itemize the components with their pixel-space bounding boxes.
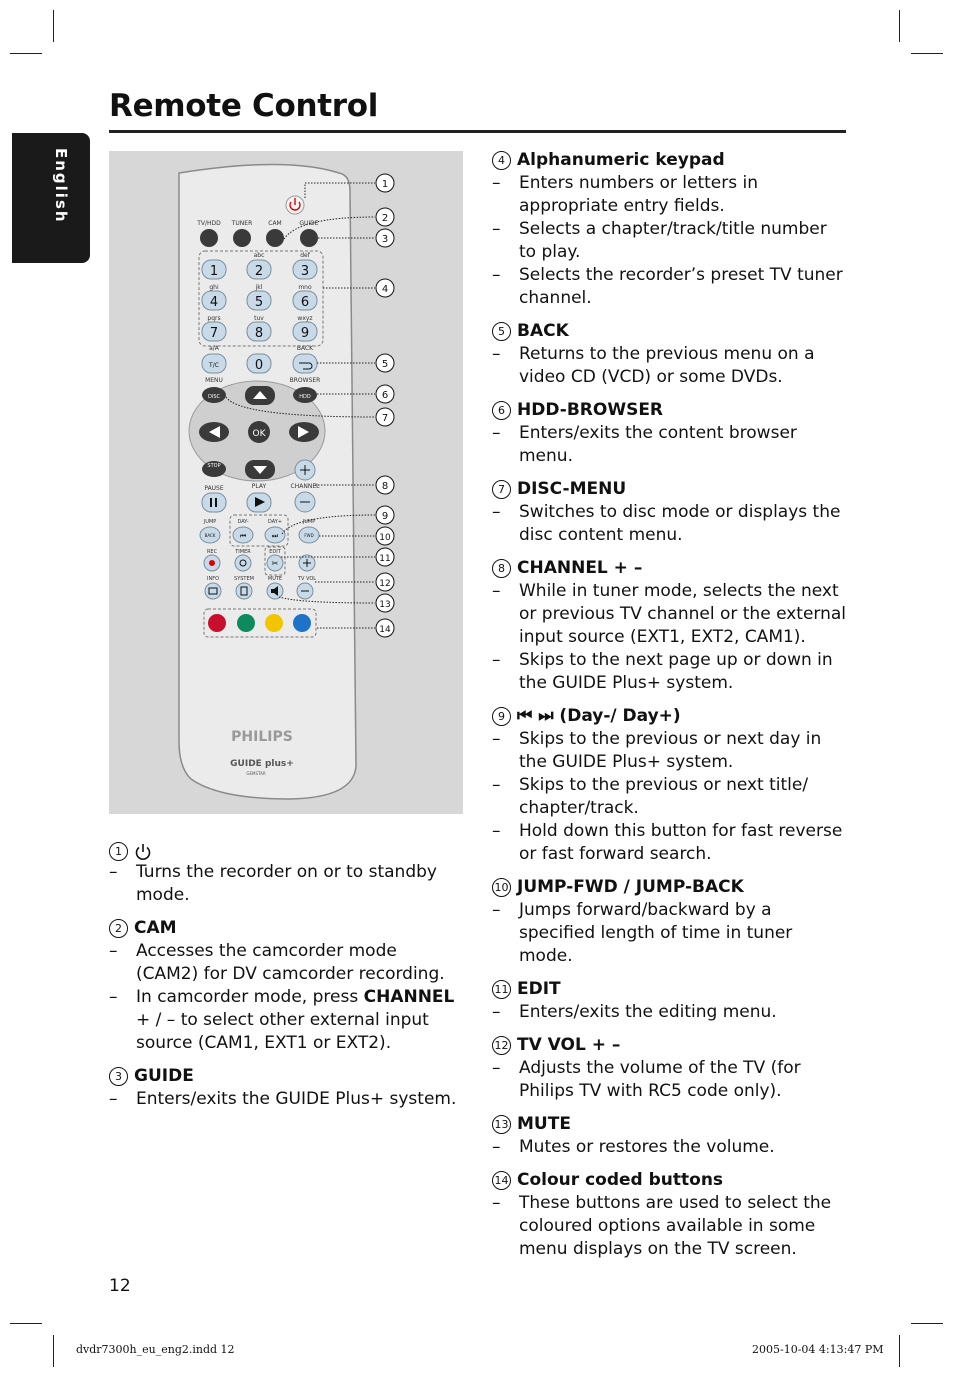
pqrs-label: pqrs bbox=[207, 315, 221, 322]
rec-label: REC bbox=[206, 549, 218, 555]
crop-mark bbox=[53, 10, 54, 42]
item-description: – Skips to the previous or next day in the GUIDE Plus+ system. bbox=[492, 728, 848, 774]
item-heading bbox=[492, 705, 848, 728]
item-description: – Jumps forward/backward by a specified length of time in tuner mode. bbox=[492, 899, 848, 968]
tv-vol-plus-button[interactable] bbox=[299, 555, 315, 571]
item-heading bbox=[492, 1034, 848, 1057]
item-heading bbox=[109, 917, 459, 940]
key-7[interactable] bbox=[202, 322, 226, 341]
key-9[interactable] bbox=[293, 322, 317, 341]
browser-label: BROWSER bbox=[289, 377, 321, 384]
callout-markers bbox=[376, 174, 394, 637]
svg-text:3: 3 bbox=[300, 264, 310, 279]
svg-text:DISC: DISC bbox=[208, 394, 220, 400]
rec-button[interactable] bbox=[204, 555, 220, 571]
item-description: – In camcorder mode, press CHANNEL + / – to select other external input source (CAM1, EXT1 or EXT2). bbox=[109, 986, 459, 1055]
svg-text:2: 2 bbox=[254, 264, 264, 279]
item-number: 6 bbox=[492, 401, 511, 420]
item-description: – Mutes or restores the volume. bbox=[492, 1136, 848, 1159]
item-heading bbox=[492, 399, 848, 422]
item-label: CAM bbox=[134, 918, 177, 938]
item-label: EDIT bbox=[517, 979, 561, 999]
channel-minus-button[interactable] bbox=[295, 492, 315, 512]
item-description: – Adjusts the volume of the TV (for Philips TV with RC5 code only). bbox=[492, 1057, 848, 1103]
item-5 bbox=[492, 320, 848, 389]
stop-button[interactable] bbox=[202, 461, 226, 477]
svg-text:1: 1 bbox=[381, 179, 389, 190]
yellow-button[interactable] bbox=[265, 614, 283, 632]
power-icon bbox=[134, 843, 152, 861]
page-number: 12 bbox=[109, 1276, 131, 1296]
item-11 bbox=[492, 978, 848, 1024]
jump-fwd-button[interactable] bbox=[299, 527, 319, 543]
tv-vol-minus-button[interactable] bbox=[297, 583, 313, 599]
language-tab bbox=[12, 133, 90, 263]
svg-text:8: 8 bbox=[254, 326, 264, 341]
abc-label: abc bbox=[253, 252, 265, 259]
item-number: 1 bbox=[109, 842, 128, 861]
key-6[interactable] bbox=[293, 291, 317, 310]
item-description: – Hold down this button for fast reverse or fast forward search. bbox=[492, 820, 848, 866]
mute-label: MUTE bbox=[267, 576, 283, 582]
item-description: – While in tuner mode, selects the next or previous TV channel or the external input source (EXT1, EXT2, CAM1). bbox=[492, 580, 848, 649]
item-description: – Enters numbers or letters in appropriate entry fields. bbox=[492, 172, 848, 218]
callout-12 bbox=[376, 573, 394, 591]
callout-11 bbox=[376, 548, 394, 566]
edit-button[interactable] bbox=[267, 555, 283, 571]
key-1[interactable] bbox=[202, 260, 226, 279]
nav-right-button[interactable] bbox=[289, 422, 319, 442]
svg-text:9: 9 bbox=[381, 511, 389, 522]
item-description: – Turns the recorder on or to standby mode. bbox=[109, 861, 459, 907]
jump-fwd-label: JUMP bbox=[302, 519, 316, 525]
pause-button[interactable] bbox=[202, 493, 226, 512]
power-button[interactable] bbox=[286, 196, 304, 214]
svg-text:0: 0 bbox=[254, 358, 264, 373]
item-heading bbox=[109, 842, 459, 861]
philips-logo: PHILIPS bbox=[231, 729, 293, 745]
nav-down-button[interactable] bbox=[245, 460, 275, 479]
svg-text:OK: OK bbox=[252, 429, 266, 439]
item-7 bbox=[492, 478, 848, 547]
item-10 bbox=[492, 876, 848, 968]
item-label: BACK bbox=[517, 321, 569, 341]
svg-text:6: 6 bbox=[381, 390, 389, 401]
item-heading bbox=[492, 1113, 848, 1136]
svg-text:12: 12 bbox=[379, 579, 391, 589]
item-guide bbox=[109, 1065, 459, 1111]
item-number: 4 bbox=[492, 151, 511, 170]
jump-back-button[interactable] bbox=[200, 527, 220, 543]
menu-label: MENU bbox=[205, 377, 223, 384]
crop-mark bbox=[899, 10, 900, 42]
item-number: 9 bbox=[492, 707, 511, 726]
item-number: 10 bbox=[492, 878, 511, 897]
remote-control-figure bbox=[109, 151, 463, 814]
svg-text:4: 4 bbox=[209, 295, 219, 310]
wxyz-label: wxyz bbox=[297, 315, 313, 322]
mute-button[interactable] bbox=[267, 583, 283, 599]
svg-text:9: 9 bbox=[300, 326, 310, 341]
callout-4 bbox=[376, 279, 394, 297]
crop-mark bbox=[10, 53, 42, 54]
tuner-button[interactable] bbox=[233, 229, 251, 247]
item-label: DISC-MENU bbox=[517, 479, 627, 499]
item-description: – Returns to the previous menu on a video CD (VCD) or some DVDs. bbox=[492, 343, 848, 389]
item-9 bbox=[492, 705, 848, 866]
callout-7 bbox=[376, 408, 394, 426]
key-5[interactable] bbox=[247, 291, 271, 310]
item-label: TV VOL + – bbox=[517, 1035, 621, 1055]
guideplus-logo: GUIDE plus+ bbox=[230, 759, 294, 769]
timer-label: TIMER bbox=[235, 549, 251, 555]
callout-8 bbox=[376, 476, 394, 494]
item-description: – Skips to the previous or next title/ chapter/track. bbox=[492, 774, 848, 820]
footer-date-info: 2005-10-04 4:13:47 PM bbox=[752, 1343, 884, 1356]
crop-mark bbox=[911, 53, 943, 54]
remote-control-illustration bbox=[109, 151, 463, 814]
callout-14 bbox=[376, 619, 394, 637]
hdd-button[interactable] bbox=[293, 387, 317, 403]
svg-text:6: 6 bbox=[300, 295, 310, 310]
item-number: 13 bbox=[492, 1115, 511, 1134]
guide-label: GUIDE bbox=[299, 220, 319, 227]
item-description: – Switches to disc mode or displays the disc content menu. bbox=[492, 501, 848, 547]
system-label: SYSTEM bbox=[234, 576, 254, 582]
svg-text:4: 4 bbox=[381, 284, 389, 295]
callout-9 bbox=[376, 506, 394, 524]
tvhdd-label: TV/HDD bbox=[197, 220, 221, 227]
item-number: 12 bbox=[492, 1036, 511, 1055]
tv-vol-label: TV VOL bbox=[297, 576, 317, 582]
svg-text:BACK: BACK bbox=[204, 533, 216, 538]
callout-5 bbox=[376, 354, 394, 372]
item-cam bbox=[109, 917, 459, 1055]
item-heading bbox=[492, 149, 848, 172]
svg-text:7: 7 bbox=[381, 413, 389, 424]
crop-mark bbox=[899, 1335, 900, 1367]
day-plus-button[interactable] bbox=[265, 527, 285, 543]
left-description-column bbox=[109, 842, 459, 1121]
item-description: – Skips to the next page up or down in the GUIDE Plus+ system. bbox=[492, 649, 848, 695]
item-6 bbox=[492, 399, 848, 468]
item-number: 14 bbox=[492, 1171, 511, 1190]
item-heading bbox=[492, 557, 848, 580]
footer-file-info: dvdr7300h_eu_eng2.indd 12 bbox=[76, 1343, 235, 1356]
item-heading bbox=[492, 978, 848, 1001]
item-heading bbox=[492, 876, 848, 899]
nav-up-button[interactable] bbox=[245, 386, 275, 405]
svg-text:⏮: ⏮ bbox=[239, 532, 247, 540]
item-label: JUMP-FWD / JUMP-BACK bbox=[517, 877, 744, 897]
key-2[interactable] bbox=[247, 260, 271, 279]
ghi-label: ghi bbox=[209, 284, 219, 291]
remote-body bbox=[179, 165, 356, 800]
key-4[interactable] bbox=[202, 291, 226, 310]
item-label: GUIDE bbox=[134, 1066, 194, 1086]
timer-button[interactable] bbox=[235, 555, 251, 571]
item-number: 11 bbox=[492, 980, 511, 999]
blue-button[interactable] bbox=[293, 614, 311, 632]
svg-text:1: 1 bbox=[209, 264, 219, 279]
channel-label: CHANNEL bbox=[290, 483, 320, 490]
item-description: – Enters/exits the content browser menu. bbox=[492, 422, 848, 468]
callout-2 bbox=[376, 208, 394, 226]
item-label: HDD-BROWSER bbox=[517, 400, 664, 420]
item-number: 8 bbox=[492, 559, 511, 578]
svg-text:5: 5 bbox=[381, 359, 389, 370]
item-label: Colour coded buttons bbox=[517, 1170, 724, 1190]
svg-text:T/C: T/C bbox=[209, 362, 219, 369]
pause-label: PAUSE bbox=[204, 485, 224, 492]
svg-text:✂: ✂ bbox=[271, 559, 279, 568]
back-label: BACK bbox=[296, 345, 314, 352]
item-label: MUTE bbox=[517, 1114, 571, 1134]
jump-back-label: JUMP bbox=[203, 519, 217, 525]
item-description: – Selects the recorder’s preset TV tuner channel. bbox=[492, 264, 848, 310]
info-button[interactable] bbox=[205, 583, 221, 599]
aA-label: a/A bbox=[209, 345, 219, 352]
channel-plus-button[interactable] bbox=[295, 460, 315, 480]
play-label: PLAY bbox=[251, 483, 267, 490]
svg-text:8: 8 bbox=[381, 481, 389, 492]
edit-label: EDIT bbox=[269, 549, 281, 555]
item-description: – Selects a chapter/track/title number to play. bbox=[492, 218, 848, 264]
item-heading bbox=[492, 478, 848, 501]
cam-label: CAM bbox=[268, 220, 282, 227]
title-rule bbox=[109, 130, 846, 133]
svg-text:2: 2 bbox=[381, 213, 389, 224]
info-label: INFO bbox=[206, 576, 220, 582]
svg-text:FWD: FWD bbox=[304, 533, 314, 538]
callout-13 bbox=[376, 594, 394, 612]
back-button[interactable] bbox=[293, 354, 317, 373]
svg-text:HDD: HDD bbox=[299, 394, 311, 400]
system-button[interactable] bbox=[236, 583, 252, 599]
red-button[interactable] bbox=[208, 614, 226, 632]
svg-text:3: 3 bbox=[381, 234, 389, 245]
disc-button[interactable] bbox=[202, 387, 226, 403]
key-8[interactable] bbox=[247, 322, 271, 341]
item-13 bbox=[492, 1113, 848, 1159]
day-minus-button[interactable] bbox=[233, 527, 253, 543]
day-plus-label: DAY+ bbox=[267, 519, 283, 525]
item-12 bbox=[492, 1034, 848, 1103]
item-heading bbox=[492, 320, 848, 343]
gemstar-logo: GEMSTAR bbox=[246, 771, 266, 776]
cam-button[interactable] bbox=[266, 229, 284, 247]
item-power bbox=[109, 842, 459, 907]
language-tab-label: English bbox=[52, 148, 70, 224]
item-description: – These buttons are used to select the coloured options available in some menu displays on the TV screen. bbox=[492, 1192, 848, 1261]
svg-text:13: 13 bbox=[379, 600, 391, 610]
svg-text:7: 7 bbox=[209, 326, 219, 341]
item-number: 7 bbox=[492, 480, 511, 499]
item-heading bbox=[492, 1169, 848, 1192]
item-4 bbox=[492, 149, 848, 310]
crop-mark bbox=[53, 1335, 54, 1367]
svg-text:14: 14 bbox=[379, 625, 391, 635]
jkl-label: jkl bbox=[255, 284, 263, 291]
key-0[interactable] bbox=[247, 354, 271, 373]
tvhdd-button[interactable] bbox=[200, 229, 218, 247]
item-number: 2 bbox=[109, 919, 128, 938]
item-description: – Enters/exits the GUIDE Plus+ system. bbox=[109, 1088, 459, 1111]
svg-text:5: 5 bbox=[254, 295, 264, 310]
item-description: – Enters/exits the editing menu. bbox=[492, 1001, 848, 1024]
tuv-label: tuv bbox=[254, 315, 264, 322]
crop-mark bbox=[911, 1323, 943, 1324]
item-8 bbox=[492, 557, 848, 695]
item-heading bbox=[109, 1065, 459, 1088]
svg-text:STOP: STOP bbox=[207, 463, 221, 469]
item-label: Alphanumeric keypad bbox=[517, 150, 725, 170]
item-label: CHANNEL + – bbox=[517, 558, 643, 578]
callout-1 bbox=[376, 174, 394, 192]
guide-button[interactable] bbox=[300, 229, 318, 247]
nav-left-button[interactable] bbox=[199, 422, 229, 442]
item-number: 3 bbox=[109, 1067, 128, 1086]
mno-label: mno bbox=[298, 284, 312, 291]
page-title: Remote Control bbox=[109, 88, 379, 124]
ok-button[interactable] bbox=[248, 421, 270, 443]
item-label: ⏮ ⏭ (Day-/ Day+) bbox=[517, 706, 681, 726]
callout-10 bbox=[376, 527, 394, 545]
play-button[interactable] bbox=[247, 493, 271, 512]
def-label: def bbox=[300, 252, 310, 259]
item-description: – Accesses the camcorder mode (CAM2) for DV camcorder recording. bbox=[109, 940, 459, 986]
callout-6 bbox=[376, 385, 394, 403]
item-14 bbox=[492, 1169, 848, 1261]
callout-3 bbox=[376, 229, 394, 247]
tuner-label: TUNER bbox=[231, 220, 253, 227]
svg-text:11: 11 bbox=[379, 554, 391, 564]
item-number: 5 bbox=[492, 322, 511, 341]
day-minus-label: DAY- bbox=[237, 519, 249, 525]
green-button[interactable] bbox=[237, 614, 255, 632]
svg-text:⏭: ⏭ bbox=[271, 532, 279, 540]
crop-mark bbox=[10, 1323, 42, 1324]
key-3[interactable] bbox=[293, 260, 317, 279]
right-description-column bbox=[492, 149, 848, 1271]
svg-text:10: 10 bbox=[379, 533, 391, 543]
tc-button[interactable] bbox=[202, 354, 226, 373]
